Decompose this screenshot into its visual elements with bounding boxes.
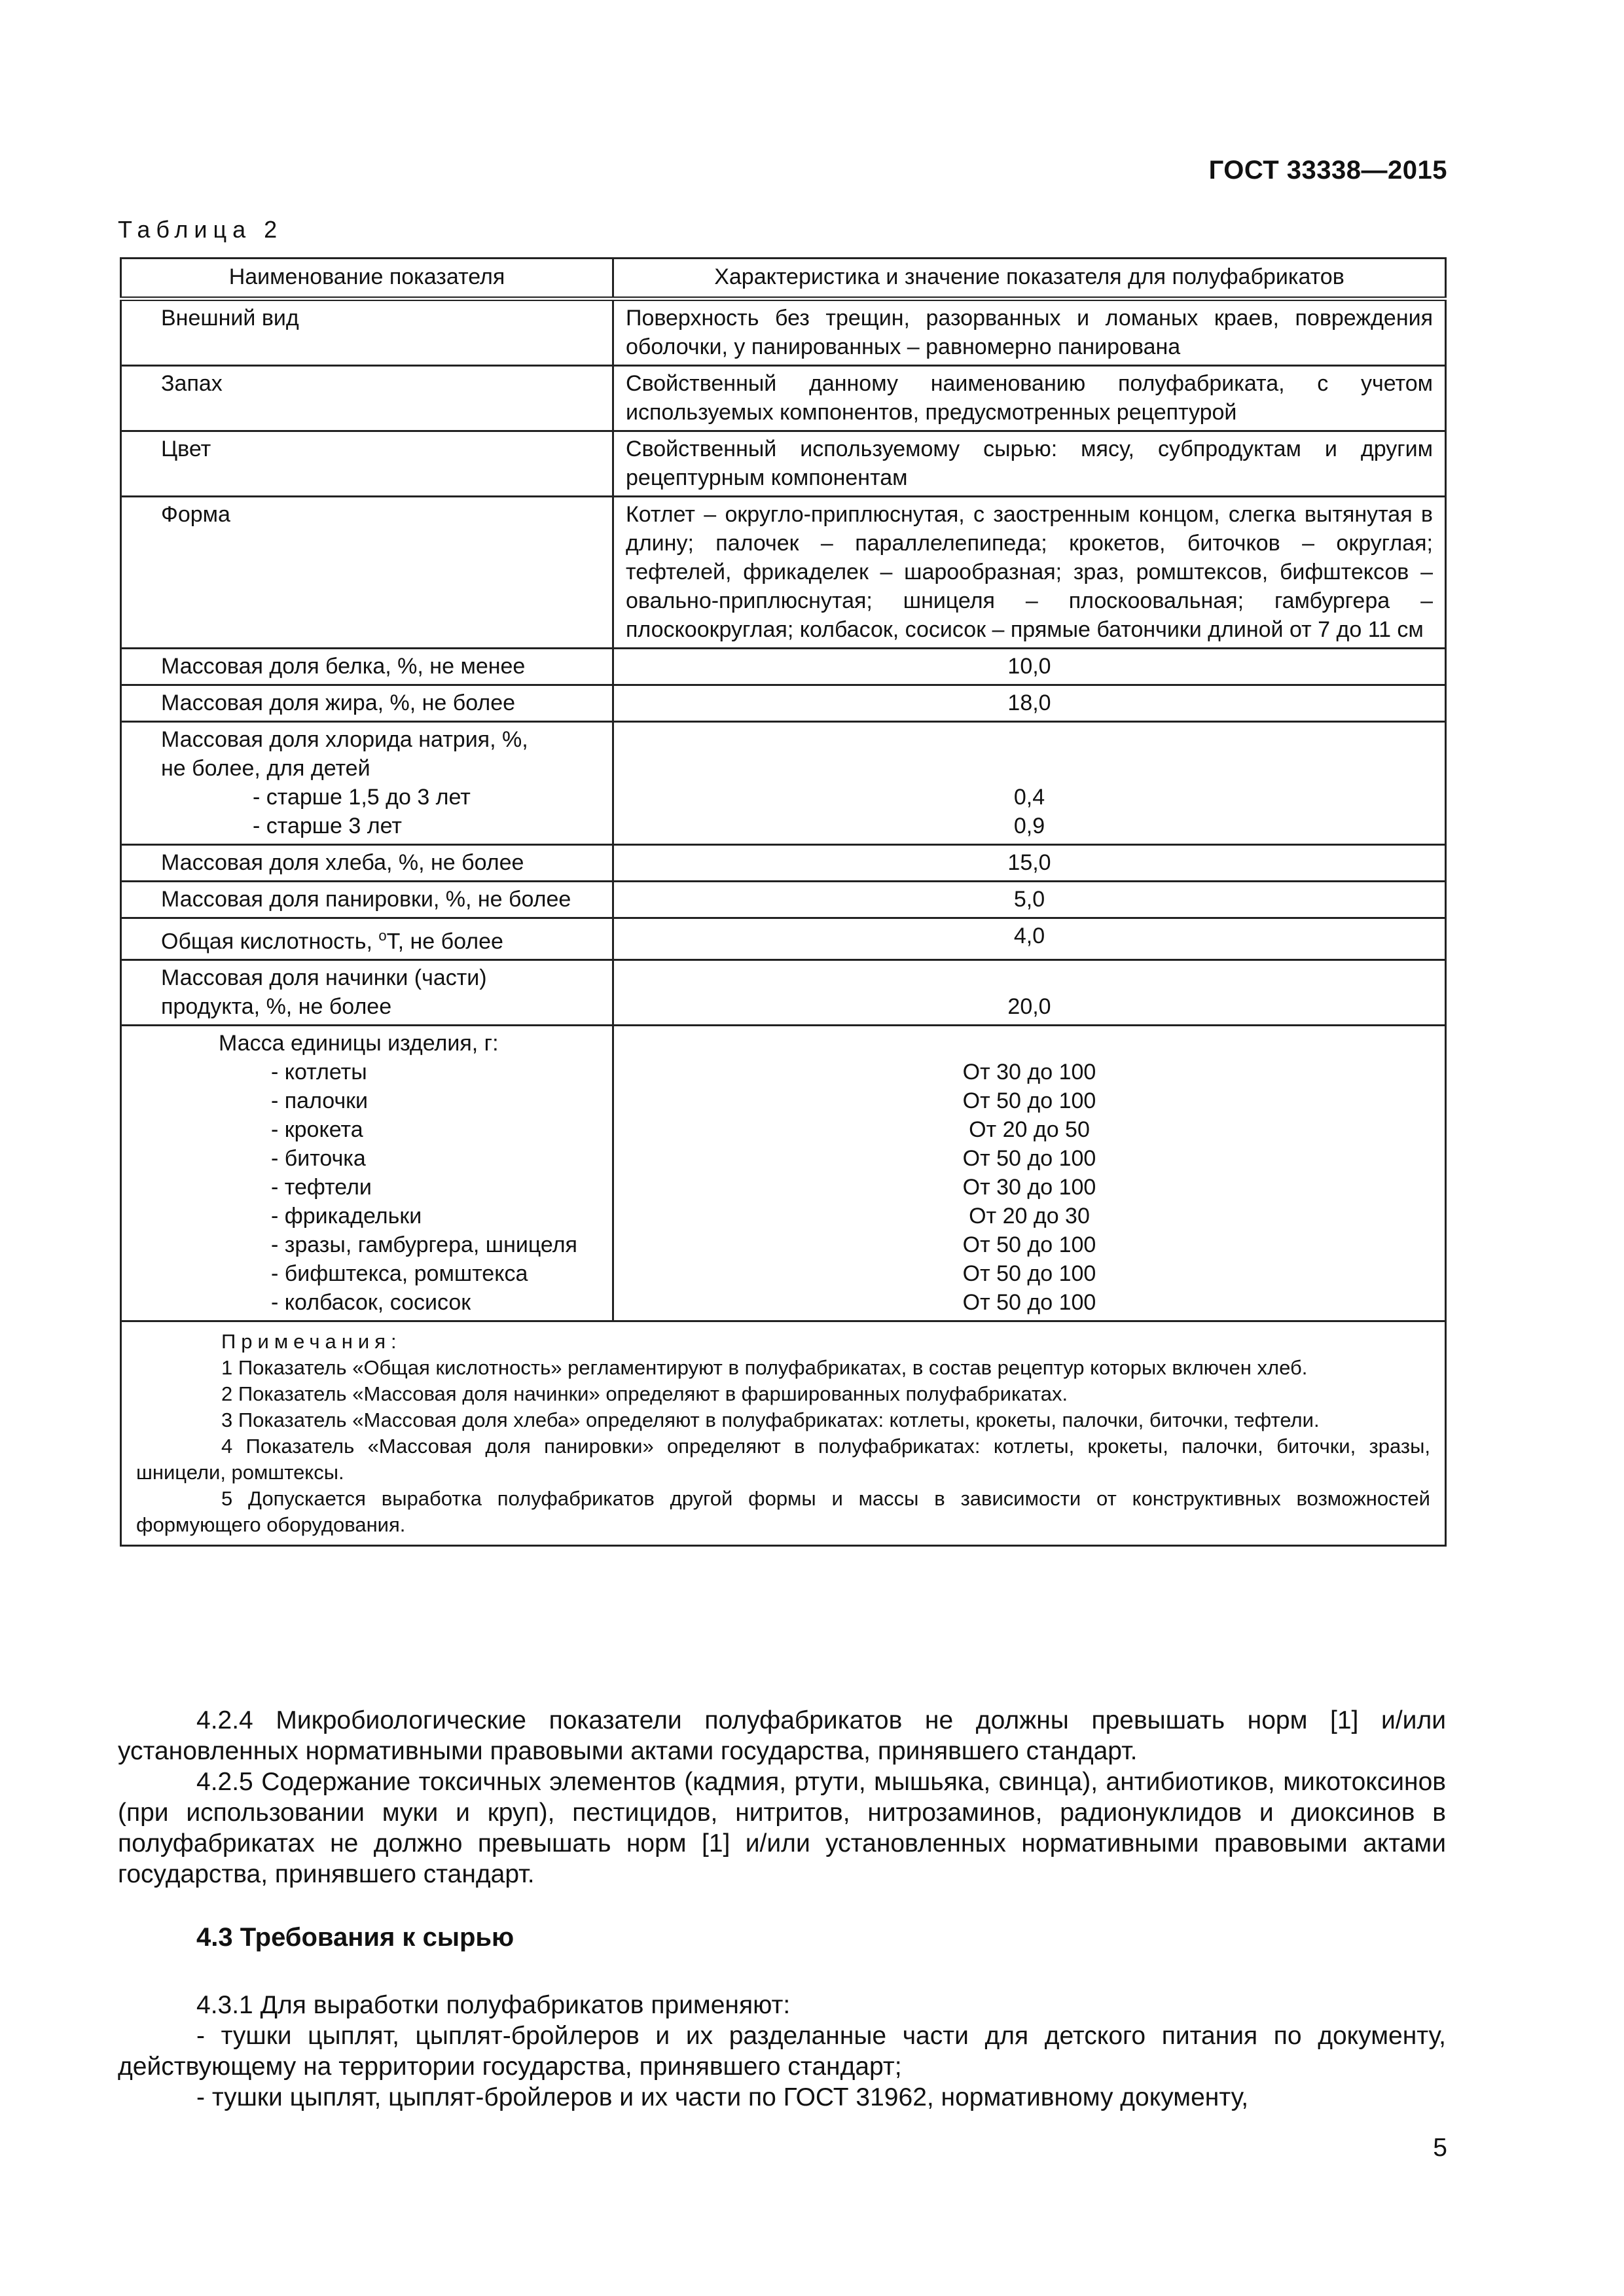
table-row (121, 918, 1446, 960)
row-name-line: продукта, %, не более (161, 994, 392, 1020)
list-item: - тушки цыплят, цыплят-бройлеров и их разделанные части для детского питания по документу, действующему на территории государства, принявшего стандарт; (118, 2022, 1446, 2081)
row-name: Массовая доля жира, %, не более (121, 685, 613, 722)
indicators-table (120, 257, 1447, 1547)
row-value (613, 722, 1446, 845)
row-name: Цвет (121, 431, 613, 497)
note-item: 1 Показатель «Общая кислотность» регламентируют в полуфабрикатах, в состав рецептур которых включен хлеб. (221, 1356, 1308, 1380)
row-description: Котлет – округло-приплюснутая, с заостренным концом, слегка вытянутая в длину; палочек – параллелепипеда; крокетов, биточков – округлая; тефтелей, фрикаделек – шарообразная; зраз, ромштексов, бифштексов – овально-приплюснутая; шницеля – плоскоовальная; гамбургера – плоскоокруглая; колбасок, сосисок – прямые батончики длиной от 7 до 11 см (613, 497, 1446, 649)
mass-item-label: - колбасок, сосисок (271, 1290, 471, 1316)
table-row (121, 685, 1446, 722)
mass-item-label: - фрикадельки (271, 1204, 422, 1229)
table-row (121, 366, 1446, 431)
table-row (121, 497, 1446, 649)
row-name: Массовая доля белка, %, не менее (121, 649, 613, 685)
row-value: 15,0 (613, 845, 1446, 882)
mass-item-value: От 50 до 100 (962, 1232, 1096, 1258)
row-sub-label: - старше 3 лет (253, 814, 402, 838)
mass-item-label: - тефтели (271, 1175, 372, 1200)
mass-item-value: От 50 до 100 (962, 1290, 1096, 1316)
row-sub-label: - старше 1,5 до 3 лет (253, 785, 471, 810)
mass-title: Масса единицы изделия, г: (219, 1031, 499, 1056)
row-name: Общая кислотность, $^о$Т, не более (121, 918, 613, 960)
row-name: Внешний вид (121, 299, 613, 366)
row-name: Массовая доля хлеба, %, не более (121, 845, 613, 882)
section-heading: 4.3 Требования к сырью (196, 1923, 514, 1952)
table-row (121, 299, 1446, 366)
body-paragraphs-1 (118, 1705, 1446, 1890)
table-row (121, 431, 1446, 497)
paragraph-4-2-4: 4.2.4 Микробиологические показатели полуфабрикатов не должны превышать норм [1] и/или установленных нормативными правовыми актами государства, принявшего стандарт. (118, 1706, 1446, 1765)
mass-item-label: - бифштекса, ромштекса (271, 1261, 528, 1287)
list-item: - тушки цыплят, цыплят-бройлеров и их части по ГОСТ 31962, нормативному документу, (196, 2083, 1249, 2111)
note-item: 2 Показатель «Массовая доля начинки» определяют в фаршированных полуфабрикатах. (221, 1382, 1068, 1406)
table-row (121, 1026, 1446, 1321)
row-name-line: Массовая доля хлорида натрия, %, (161, 727, 528, 752)
note-item: 4 Показатель «Массовая доля панировки» определяют в полуфабрикатах: котлеты, крокеты, палочки, биточки, зразы, шницели, ромштексы. (136, 1435, 1430, 1484)
mass-item-value: От 50 до 100 (962, 1146, 1096, 1172)
row-name: Массовая доля панировки, %, не более (121, 882, 613, 918)
mass-names (121, 1026, 613, 1321)
row-name: Запах (121, 366, 613, 431)
row-description: Свойственный данному наименованию полуфабриката, с учетом используемых компонентов, предусмотренных рецептурой (613, 366, 1446, 431)
mass-item-value: От 50 до 100 (962, 1088, 1096, 1114)
table-notes-row (121, 1321, 1446, 1546)
table-row (121, 960, 1446, 1026)
table-row (121, 882, 1446, 918)
row-value: 18,0 (613, 685, 1446, 722)
row-value: 10,0 (613, 649, 1446, 685)
column-header-value: Характеристика и значение показателя для полуфабрикатов (613, 259, 1446, 299)
paragraph-4-2-5: 4.2.5 Содержание токсичных элементов (кадмия, ртути, мышьяка, свинца), антибиотиков, микотоксинов (при использовании муки и круп), пестицидов, нитритов, нитрозаминов, радионуклидов и диоксинов в полуфабрикатах не должно превышать норм [1] и/или установленных нормативными правовыми актами государства, принявшего стандарт. (118, 1768, 1446, 1888)
row-name (121, 960, 613, 1026)
table-row (121, 845, 1446, 882)
row-name-line: Массовая доля начинки (части) (161, 965, 487, 991)
page-number: 5 (1433, 2134, 1447, 2162)
row-description: Поверхность без трещин, разорванных и ломаных краев, повреждения оболочки, у панированных – равномерно панирована (613, 299, 1446, 366)
row-description: Свойственный используемому сырью: мясу, субпродуктам и другим рецептурным компонентам (613, 431, 1446, 497)
mass-item-value: От 20 до 30 (969, 1204, 1090, 1229)
mass-item-label: - палочки (271, 1088, 369, 1114)
row-sub-value: 0,4 (1013, 785, 1045, 810)
row-name (121, 722, 613, 845)
mass-item-value: От 50 до 100 (962, 1261, 1096, 1287)
table-row (121, 649, 1446, 685)
mass-item-label: - крокета (271, 1117, 363, 1143)
notes-title: Примечания: (221, 1330, 402, 1354)
row-sub-value: 0,9 (1013, 814, 1045, 838)
table-row (121, 722, 1446, 845)
mass-item-label: - биточка (271, 1146, 366, 1172)
note-item: 5 Допускается выработка полуфабрикатов другой формы и массы в зависимости от конструктивных возможностей формующего оборудования. (136, 1487, 1430, 1537)
paragraph-4-3-1: 4.3.1 Для выработки полуфабрикатов применяют: (196, 1991, 791, 2019)
mass-item-value: От 20 до 50 (969, 1117, 1090, 1143)
table-header-row (121, 259, 1446, 299)
row-value: 20,0 (613, 960, 1446, 1026)
note-item: 3 Показатель «Массовая доля хлеба» определяют в полуфабрикатах: котлеты, крокеты, палочки, биточки, тефтели. (221, 1408, 1320, 1432)
mass-item-value: От 30 до 100 (962, 1060, 1096, 1085)
body-paragraphs-2 (118, 1990, 1446, 2113)
mass-item-label: - зразы, гамбургера, шницеля (271, 1232, 577, 1258)
row-name: Форма (121, 497, 613, 649)
row-value: 4,0 (613, 918, 1446, 960)
row-value: 5,0 (613, 882, 1446, 918)
mass-values (613, 1026, 1446, 1321)
mass-item-label: - котлеты (271, 1060, 367, 1085)
row-name-line: не более, для детей (161, 756, 370, 781)
mass-item-value: От 30 до 100 (962, 1175, 1096, 1200)
table-caption: Таблица 2 (118, 216, 283, 243)
document-code: ГОСТ 33338—2015 (1208, 156, 1447, 185)
column-header-name: Наименование показателя (121, 259, 613, 299)
table-notes (121, 1321, 1446, 1546)
